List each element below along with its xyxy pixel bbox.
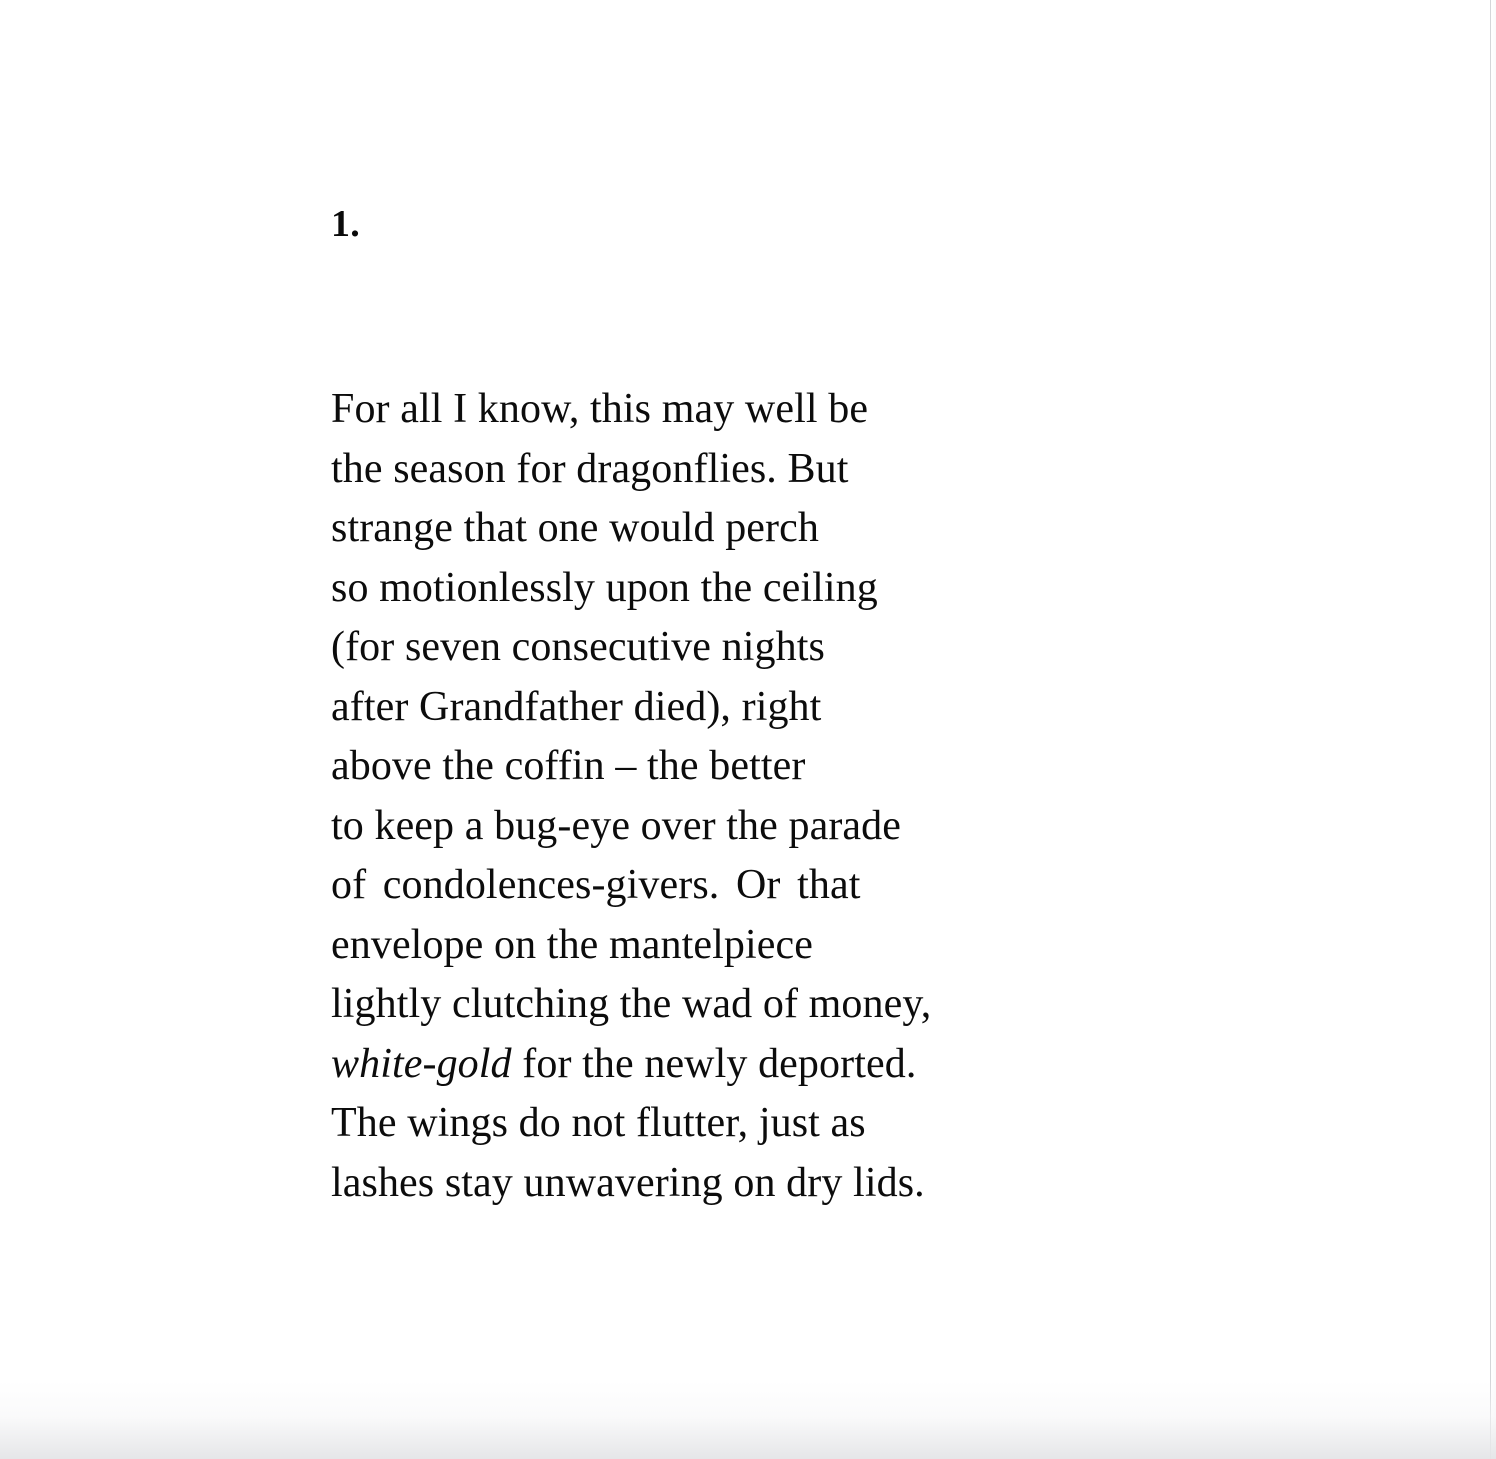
poem-line: (for seven consecutive nights xyxy=(331,624,825,670)
page-edge-right-gradient xyxy=(1491,0,1496,1459)
page-edge-bottom-gradient xyxy=(0,1381,1496,1459)
poem-line: envelope on the mantelpiece xyxy=(331,921,813,968)
section-number: 1. xyxy=(331,203,360,245)
poem-line: the season for dragonflies. But xyxy=(331,445,849,492)
poem-line: to keep a bug-eye over the parade xyxy=(331,802,902,849)
poem-line: after Grandfather died), right xyxy=(331,683,822,730)
poem-line: lashes stay unwavering on dry lids. xyxy=(331,1159,925,1206)
poem-line: white-gold for the newly deported. xyxy=(331,1040,917,1087)
poem-body xyxy=(331,380,991,1213)
poem-emphasis: white-gold xyxy=(331,1040,512,1087)
poem-line: lightly clutching the wad of money, xyxy=(331,981,932,1027)
poem-line: of condolences-givers. Or that xyxy=(331,862,861,908)
poem-line: strange that one would perch xyxy=(331,505,819,551)
poem-line: The wings do not flutter, just as xyxy=(331,1100,866,1146)
poem-line: so motionlessly upon the ceiling xyxy=(331,564,878,611)
poem-line: above the coffin – the better xyxy=(331,743,806,789)
page-edge-line xyxy=(1490,0,1491,1459)
poem-line: For all I know, this may well be xyxy=(331,386,869,432)
